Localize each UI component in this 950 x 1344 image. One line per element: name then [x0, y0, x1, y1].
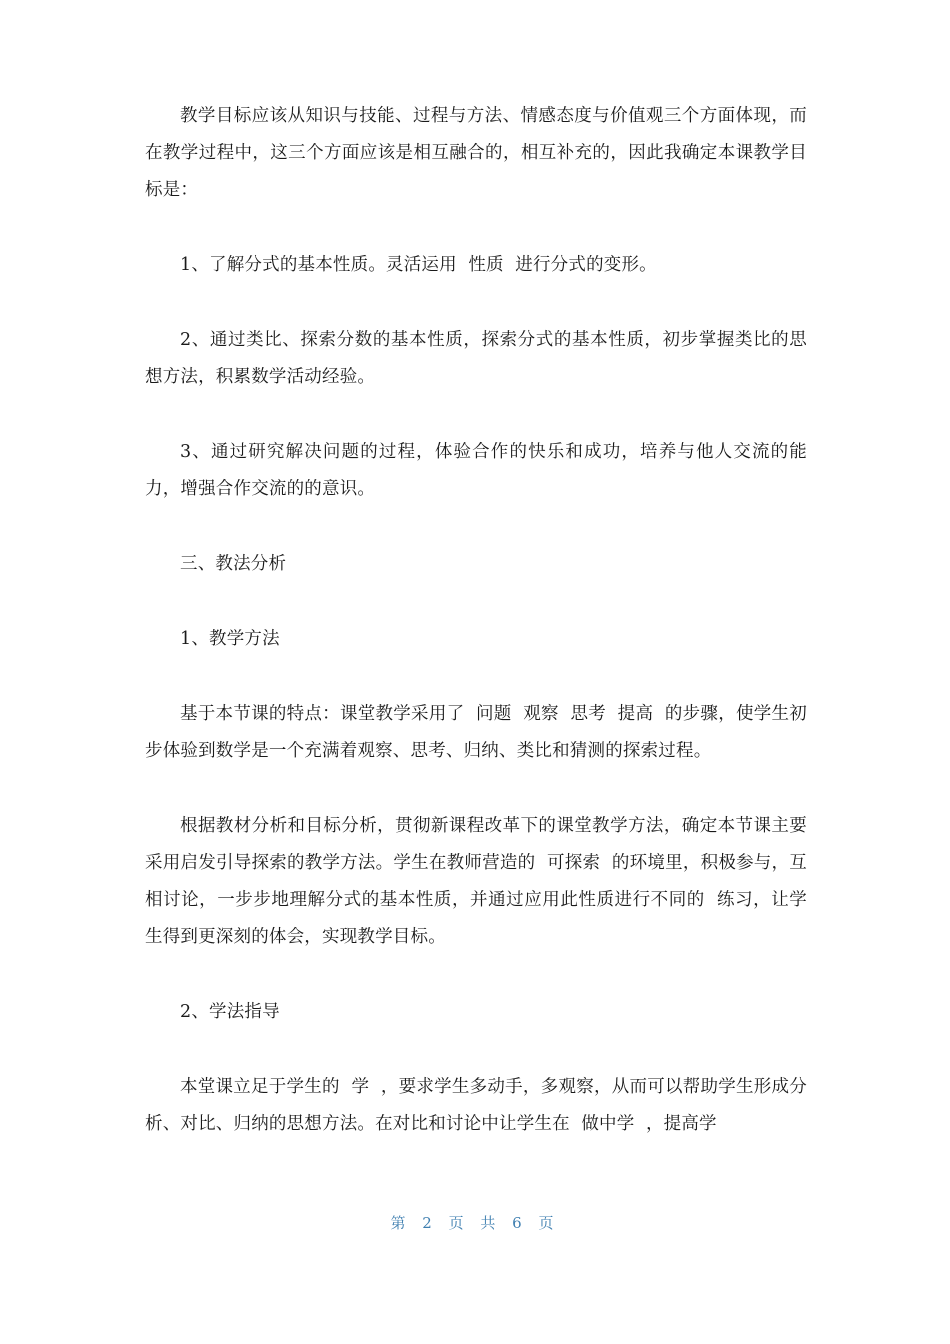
paragraph-goal-2: 2、通过类比、探索分数的基本性质，探索分式的基本性质，初步掌握类比的思想方法，积累数学活动经验。	[145, 330, 807, 387]
page-number-footer: 第 2 页 共 6 页	[390, 1214, 560, 1232]
subheading-learning-guidance: 2、学法指导	[180, 1002, 280, 1022]
section-heading-teaching-method-analysis: 三、教法分析	[180, 554, 287, 574]
subheading-teaching-method: 1、教学方法	[180, 629, 280, 649]
paragraph-lesson-features: 基于本节课的特点：课堂教学采用了 问题 观察 思考 提高 的步骤，使学生初步体验到数学是一个充满着观察、思考、归纳、类比和猜测的探索过程。	[145, 704, 807, 761]
document-body	[145, 98, 807, 1143]
paragraph-goal-1: 1、了解分式的基本性质。灵活运用 性质 进行分式的变形。	[180, 255, 657, 275]
paragraph-goal-3: 3、通过研究解决问题的过程，体验合作的快乐和成功，培养与他人交流的能力，增强合作交流的的意识。	[145, 442, 807, 499]
paragraph-learning-guidance: 本堂课立足于学生的 学 ，要求学生多动手，多观察，从而可以帮助学生形成分析、对比、归纳的思想方法。在对比和讨论中让学生在 做中学 ，提高学	[145, 1077, 807, 1134]
paragraph-method-basis: 根据教材分析和目标分析，贯彻新课程改革下的课堂教学方法，确定本节课主要采用启发引导探索的教学方法。学生在教师营造的 可探索 的环境里，积极参与，互相讨论，一步步地理解分式的基本性质，并通过应用此性质进行不同的 练习，让学生得到更深刻的体会，实现教学目标。	[145, 816, 807, 947]
paragraph-teaching-goals-intro: 教学目标应该从知识与技能、过程与方法、情感态度与价值观三个方面体现，而在教学过程中，这三个方面应该是相互融合的，相互补充的，因此我确定本课教学目标是：	[145, 106, 807, 200]
